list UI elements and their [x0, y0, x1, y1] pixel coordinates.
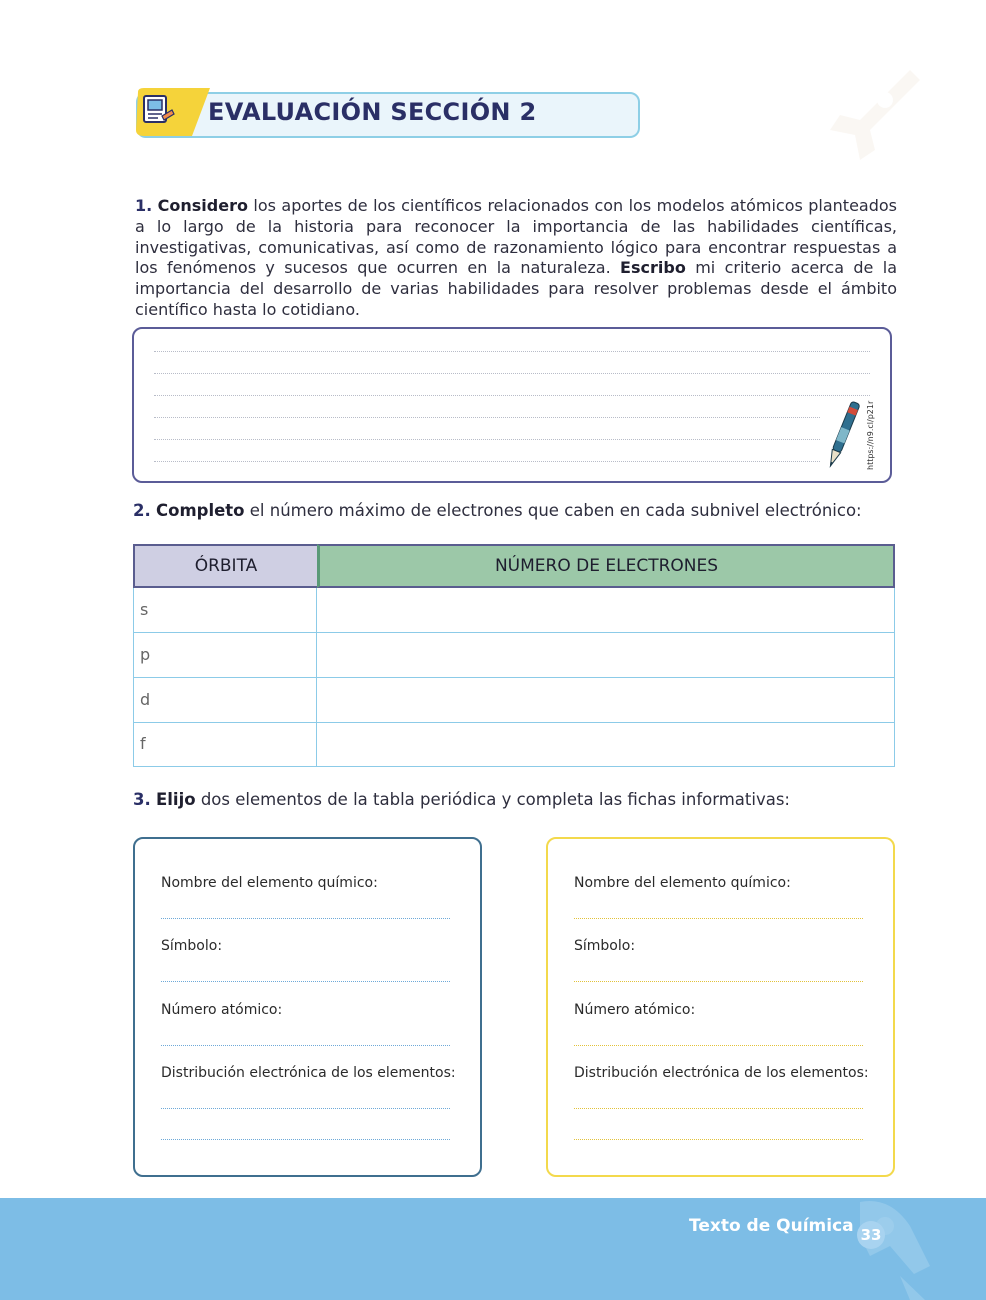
distribution-label: Distribución electrónica de los elementos: [574, 1065, 869, 1081]
table-row [133, 588, 895, 633]
distribution-field[interactable] [161, 1139, 450, 1140]
orbita-cell: d [134, 678, 317, 722]
answer-line[interactable] [154, 395, 870, 396]
answer-line[interactable] [154, 351, 870, 352]
element-name-label: Nombre del elemento químico: [574, 875, 791, 891]
question-3-text [133, 790, 790, 809]
question-verb: Considero [157, 196, 248, 215]
symbol-label: Símbolo: [574, 938, 636, 954]
page-number: 33 [857, 1221, 885, 1249]
table-row [133, 722, 895, 767]
electrones-cell[interactable] [318, 633, 894, 677]
electrones-cell[interactable] [318, 678, 894, 722]
pen-icon [820, 398, 864, 474]
question-2-text [133, 501, 862, 520]
symbol-field[interactable] [161, 981, 450, 982]
answer-box[interactable] [132, 327, 892, 483]
table-header-electrones: NÚMERO DE ELECTRONES [317, 544, 895, 588]
orbita-cell: f [134, 722, 317, 766]
question-verb: Completo [156, 501, 245, 520]
evaluation-icon [132, 86, 210, 138]
atomic-number-label: Número atómico: [574, 1002, 696, 1018]
element-name-field[interactable] [574, 918, 863, 919]
answer-line[interactable] [154, 373, 870, 374]
atomic-number-field[interactable] [161, 1045, 450, 1046]
question-number: 3. [133, 790, 151, 809]
question-body: el número máximo de electrones que caben en cada subnivel electrónico: [244, 501, 862, 520]
symbol-field[interactable] [574, 981, 863, 982]
section-title: EVALUACIÓN SECCIÓN 2 [208, 98, 537, 126]
orbita-cell: s [134, 588, 317, 632]
question-body: los aportes de los científicos relacionados con los modelos atómicos planteados a lo largo de la historia para reconocer la importancia de las habilidades científicas, investigativas, comunicativas, así como de razonamiento lógico para encontrar respuestas a los fenómenos y sucesos que ocurren en la naturaleza. [135, 196, 897, 278]
table-header-orbita: ÓRBITA [133, 544, 317, 588]
table-row [133, 678, 895, 723]
answer-line[interactable] [154, 439, 820, 440]
answer-line[interactable] [154, 461, 820, 462]
question-number: 1. [135, 196, 153, 215]
question-1-text [135, 196, 897, 321]
element-card-1 [133, 837, 482, 1177]
image-credit: https://n9.cl/p21r [866, 400, 875, 470]
orbita-cell: p [134, 633, 317, 677]
rocket-watermark-icon [800, 60, 930, 180]
element-name-field[interactable] [161, 918, 450, 919]
question-verb: Escribo [620, 258, 686, 278]
element-card-2 [546, 837, 895, 1177]
distribution-field[interactable] [574, 1139, 863, 1140]
distribution-field[interactable] [161, 1108, 450, 1109]
distribution-label: Distribución electrónica de los elementos: [161, 1065, 456, 1081]
rocket-icon [830, 1196, 950, 1300]
atomic-number-field[interactable] [574, 1045, 863, 1046]
book-title: Texto de Química [689, 1216, 854, 1236]
symbol-label: Símbolo: [161, 938, 223, 954]
atomic-number-label: Número atómico: [161, 1002, 283, 1018]
table-row [133, 633, 895, 678]
question-verb: Elijo [156, 790, 196, 809]
distribution-field[interactable] [574, 1108, 863, 1109]
answer-line[interactable] [154, 417, 820, 418]
question-body: mi criterio acerca de la importancia del desarrollo de varias habilidades para resolver problemas desde el ámbito científico hasta lo cotidiano. [135, 258, 898, 319]
element-name-label: Nombre del elemento químico: [161, 875, 378, 891]
electrones-cell[interactable] [318, 722, 894, 766]
question-number: 2. [133, 501, 151, 520]
question-body: dos elementos de la tabla periódica y completa las fichas informativas: [195, 790, 790, 809]
electrones-cell[interactable] [318, 588, 894, 632]
